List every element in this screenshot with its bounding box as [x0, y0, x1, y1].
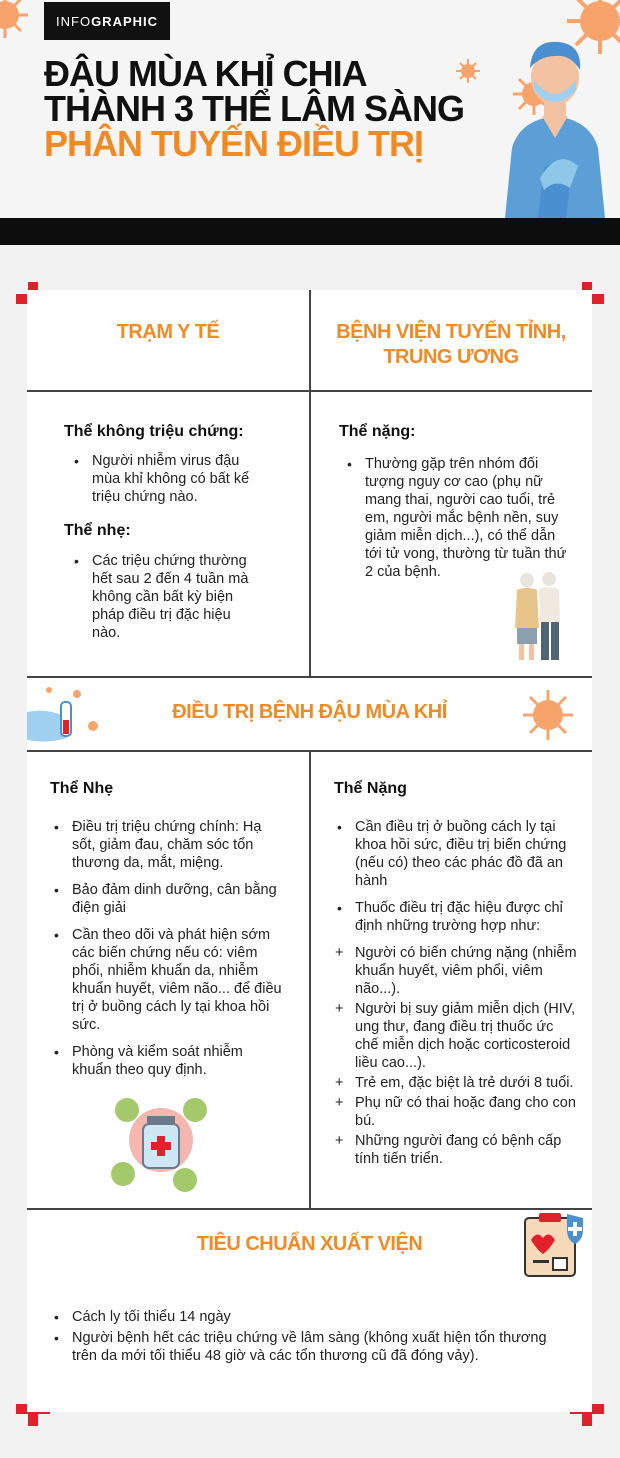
divider — [27, 676, 592, 678]
heading-dieu-tri: ĐIỀU TRỊ BỆNH ĐẬU MÙA KHỈ — [172, 701, 447, 723]
virus-icon — [455, 58, 481, 84]
list-item: • Thường gặp trên nhóm đối tượng nguy cơ cao (phụ nữ mang thai, người cao tuổi, trẻ em, người mắc bệnh nền, suy giảm miễn dịch...), có thể dẫn tới tử vong, thường từ tuần thứ 2 của bệnh. — [345, 455, 575, 581]
list-item: + Những người đang có bệnh cấp tính tiến triển. — [335, 1132, 580, 1168]
header — [0, 0, 620, 218]
list-item: • Phòng và kiểm soát nhiễm khuẩn theo quy định. — [52, 1043, 282, 1079]
list-item: + Phụ nữ có thai hoặc đang cho con bú. — [335, 1094, 580, 1130]
infographic-tag: INFO GRAPHIC — [44, 2, 170, 40]
page-title — [44, 53, 484, 164]
content-card — [27, 290, 592, 1412]
vaccine-virus-illustration — [105, 1088, 217, 1200]
list-item: • Thuốc điều trị đặc hiệu được chỉ định những trường hợp như: — [335, 899, 580, 935]
severe-title: Thể nặng: — [339, 423, 416, 440]
title-line-1: ĐẬU MÙA KHỈ CHIA — [44, 53, 367, 94]
list-item: • Cần điều trị ở buồng cách ly tại khoa hồi sức, điều trị biến chứng (nếu có) theo các phác đồ đã an hành — [335, 818, 580, 890]
heading-benh-vien: BỆNH VIỆN TUYẾN TỈNH, TRUNG ƯƠNG — [336, 321, 566, 368]
title-line-2: THÀNH 3 THỂ LÂM SÀNG — [44, 88, 464, 129]
treatment-mild-list — [52, 818, 282, 1088]
list-item: + Trẻ em, đặc biệt là trẻ dưới 8 tuổi. — [335, 1074, 580, 1092]
list-item: • Cần theo dõi và phát hiện sớm các biến chứng nếu có: viêm phổi, nhiễm khuẩn da, nhiễm khuẩn huyết, viêm não... để điều trị ở buồng cách ly tại khoa hồi sức. — [52, 926, 282, 1034]
list-item: • Điều trị triệu chứng chính: Hạ sốt, giảm đau, chăm sóc tổn thương da, mắt, miệng. — [52, 818, 282, 872]
virus-icon — [0, 0, 30, 40]
divider — [27, 1208, 592, 1210]
divider — [309, 290, 311, 676]
treatment-severe-list — [335, 818, 580, 1170]
divider — [27, 390, 592, 392]
heading-tram-y-te: TRẠM Y TẾ — [116, 321, 220, 343]
elderly-couple-illustration — [512, 570, 564, 664]
asymptomatic-list — [72, 452, 262, 515]
heading-tieu-chuan: TIÊU CHUẨN XUẤT VIỆN — [196, 1233, 423, 1255]
treatment-mild-title: Thể Nhẹ — [50, 780, 114, 797]
list-item: • Cách ly tối thiểu 14 ngày — [52, 1308, 572, 1326]
mild-list — [72, 552, 262, 651]
treatment-severe-title: Thể Nặng — [334, 780, 407, 797]
nurse-illustration — [500, 28, 610, 218]
list-item: • Các triệu chứng thường hết sau 2 đến 4 tuần mà không cần bất kỳ biện pháp điều trị đặc hiệu nào. — [72, 552, 262, 642]
divider — [309, 750, 311, 1208]
asymptomatic-title: Thể không triệu chứng: — [64, 423, 244, 440]
list-item: + Người có biến chứng nặng (nhiễm khuẩn huyết, viêm phổi, viêm não...). — [335, 944, 580, 998]
list-item: • Bảo đảm dinh dưỡng, cân bằng điện giải — [52, 881, 282, 917]
list-item: • Người bệnh hết các triệu chứng về lâm sàng (không xuất hiện tổn thương trên da mới tối thiểu 48 giờ và các tổn thương cũ đã đóng vảy). — [52, 1329, 572, 1365]
virus-icon — [521, 688, 575, 742]
header-band — [0, 218, 620, 245]
mild-title: Thể nhẹ: — [64, 522, 131, 539]
list-item: + Người bị suy giảm miễn dịch (HIV, ung thư, đang điều trị thuốc ức chế miễn dịch hoặc corticosteroid liều cao...). — [335, 1000, 580, 1072]
list-item: • Người nhiễm virus đậu mùa khỉ không có bất kể triệu chứng nào. — [72, 452, 262, 506]
title-line-3: PHÂN TUYẾN ĐIỀU TRỊ — [44, 123, 424, 164]
health-clipboard-icon — [521, 1210, 587, 1280]
discharge-criteria-list — [52, 1308, 572, 1374]
